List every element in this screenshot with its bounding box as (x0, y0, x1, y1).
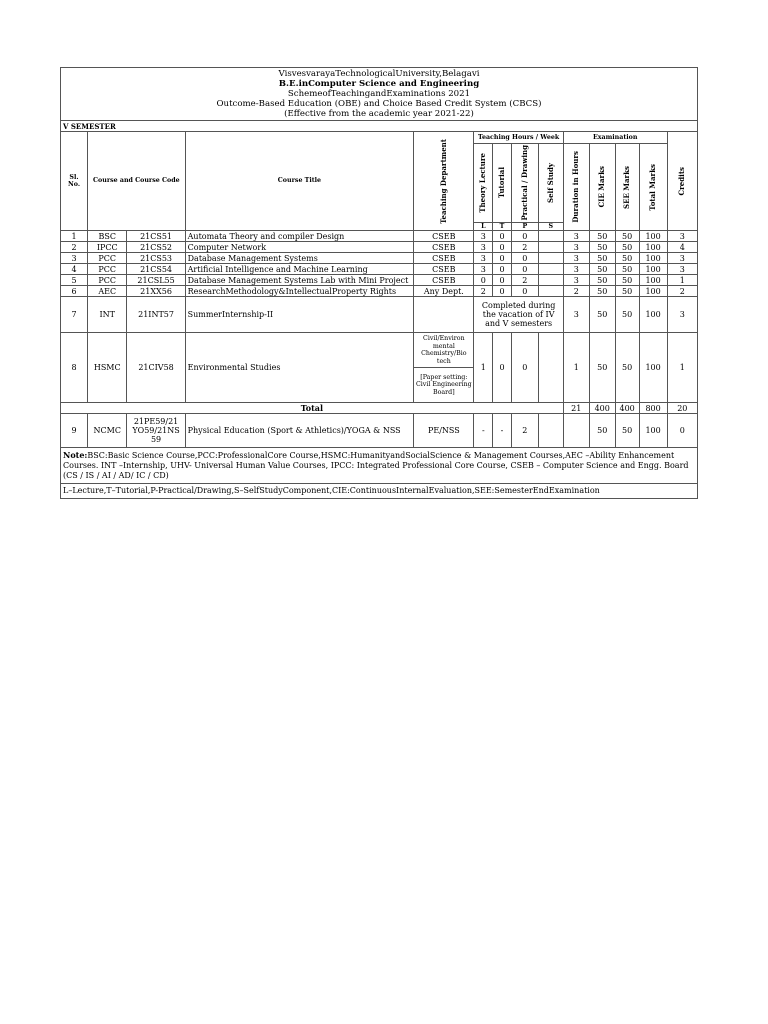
cell-see: 50 (615, 231, 639, 242)
cell-dept: Any Dept. (414, 286, 474, 297)
cell-sl: 7 (61, 297, 88, 333)
cell-type: IPCC (88, 242, 127, 253)
cell-duration: 3 (563, 297, 589, 333)
cell-S (538, 414, 563, 448)
cell-P: 0 (511, 286, 538, 297)
cell-title: Physical Education (Sport & Athletics)/YOGA & NSS (185, 414, 414, 448)
cell-sl: 9 (61, 414, 88, 448)
scheme-table (60, 67, 698, 499)
cell-T: 0 (493, 275, 512, 286)
col-self-study: Self Study (538, 144, 563, 223)
table-row (61, 264, 698, 275)
total-marks: 800 (639, 403, 667, 414)
cell-L: 3 (474, 231, 493, 242)
total-credits: 20 (667, 403, 697, 414)
table-row (61, 253, 698, 264)
cell-code: 21XX56 (127, 286, 185, 297)
col-theory: Theory Lecture (474, 144, 493, 223)
total-see: 400 (615, 403, 639, 414)
cell-dept: CSEB (414, 264, 474, 275)
cell-cie: 50 (589, 242, 615, 253)
cell-sl: 5 (61, 275, 88, 286)
effective-note: (Effective from the academic year 2021-22) (284, 109, 474, 119)
cell-T: 0 (493, 253, 512, 264)
cell-dept: CSEB (414, 275, 474, 286)
total-duration: 21 (563, 403, 589, 414)
cell-cie: 50 (589, 231, 615, 242)
notes (61, 448, 698, 484)
col-P: P (511, 222, 538, 231)
cell-S (538, 333, 563, 403)
col-L: L (474, 222, 493, 231)
cell-total: 100 (639, 253, 667, 264)
cell-L: 3 (474, 242, 493, 253)
col-tutorial: Tutorial (493, 144, 512, 223)
cell-see: 50 (615, 414, 639, 448)
cell-dept: CSEB (414, 231, 474, 242)
col-course-code: Course and Course Code (88, 132, 186, 231)
dept-bottom: [Paper setting: Civil Engineering Board] (415, 373, 472, 396)
cell-T: 0 (493, 286, 512, 297)
cell-credits: 3 (667, 231, 697, 242)
cell-S (538, 264, 563, 275)
table-row (61, 275, 698, 286)
cell-credits: 3 (667, 264, 697, 275)
cell-see: 50 (615, 275, 639, 286)
notes-label: Note: (63, 450, 88, 460)
cell-see: 50 (615, 264, 639, 275)
cell-L: 2 (474, 286, 493, 297)
cell-code: 21CS53 (127, 253, 185, 264)
cell-code: 21PE59/21 YO59/21NS 59 (127, 414, 185, 448)
cell-title: Database Management Systems (185, 253, 414, 264)
cell-type: HSMC (88, 333, 127, 403)
system-name: Outcome-Based Education (OBE) and Choice Based Credit System (CBCS) (216, 99, 542, 109)
cell-duration (563, 414, 589, 448)
col-teaching-dept: Teaching Department (414, 132, 474, 231)
cell-title: Artificial Intelligence and Machine Learning (185, 264, 414, 275)
cell-L: 1 (474, 333, 493, 403)
cell-S (538, 286, 563, 297)
cell-L: 0 (474, 275, 493, 286)
title-block (61, 68, 698, 121)
cell-dept (414, 333, 474, 403)
cell-title: Environmental Studies (185, 333, 414, 403)
cell-cie: 50 (589, 264, 615, 275)
cell-credits: 4 (667, 242, 697, 253)
cell-total: 100 (639, 286, 667, 297)
cell-L: 3 (474, 253, 493, 264)
table-row (61, 286, 698, 297)
cell-sl: 2 (61, 242, 88, 253)
cell-S (538, 242, 563, 253)
course-rows (61, 231, 698, 297)
cell-dept: CSEB (414, 242, 474, 253)
cell-duration: 3 (563, 264, 589, 275)
cell-T: 0 (493, 333, 512, 403)
cell-title: Computer Network (185, 242, 414, 253)
scheme-document (60, 67, 698, 499)
cell-dept: PE/NSS (414, 414, 474, 448)
col-credits: Credits (667, 132, 697, 231)
cell-type: NCMC (88, 414, 127, 448)
cell-total: 100 (639, 414, 667, 448)
cell-P: 2 (511, 242, 538, 253)
cell-cie: 50 (589, 286, 615, 297)
cell-total: 100 (639, 242, 667, 253)
cell-cie: 50 (589, 333, 615, 403)
cell-sl: 8 (61, 333, 88, 403)
cell-P: 0 (511, 333, 538, 403)
col-course-title: Course Title (185, 132, 414, 231)
cell-L: 3 (474, 264, 493, 275)
cell-credits: 0 (667, 414, 697, 448)
cell-code: 21CS54 (127, 264, 185, 275)
cell-title: Database Management Systems Lab with Mini Project (185, 275, 414, 286)
cell-P: 0 (511, 264, 538, 275)
cell-title: Automata Theory and compiler Design (185, 231, 414, 242)
cell-credits: 1 (667, 275, 697, 286)
cell-see: 50 (615, 333, 639, 403)
cell-see: 50 (615, 242, 639, 253)
total-cie: 400 (589, 403, 615, 414)
cell-L: - (474, 414, 493, 448)
col-cie: CIE Marks (589, 144, 615, 231)
cell-S (538, 275, 563, 286)
cell-cie: 50 (589, 253, 615, 264)
university-name: VisvesvarayaTechnologicalUniversity,Belagavi (278, 69, 480, 79)
cell-duration: 3 (563, 231, 589, 242)
cell-dept: CSEB (414, 253, 474, 264)
cell-sl: 3 (61, 253, 88, 264)
semester-label: V SEMESTER (61, 121, 698, 132)
cell-P: 0 (511, 253, 538, 264)
cell-type: PCC (88, 264, 127, 275)
cell-credits: 3 (667, 253, 697, 264)
cell-sl: 4 (61, 264, 88, 275)
cell-T: 0 (493, 242, 512, 253)
total-row (61, 403, 698, 414)
cell-code: 21CS52 (127, 242, 185, 253)
cell-P: 2 (511, 414, 538, 448)
cell-duration: 1 (563, 333, 589, 403)
cell-code: 21CIV58 (127, 333, 185, 403)
col-sl-no: Sl. No. (61, 132, 88, 231)
col-T: T (493, 222, 512, 231)
cell-sl: 6 (61, 286, 88, 297)
cell-cie: 50 (589, 297, 615, 333)
legend: L–Lecture,T–Tutorial,P-Practical/Drawing,S–SelfStudyComponent,CIE:ContinuousInternalEvaluation,SEE:SemesterEndExamination (61, 484, 698, 499)
col-total-marks: Total Marks (639, 144, 667, 231)
cell-see: 50 (615, 253, 639, 264)
cell-type: PCC (88, 275, 127, 286)
cell-duration: 3 (563, 242, 589, 253)
cell-P: 2 (511, 275, 538, 286)
cell-total: 100 (639, 231, 667, 242)
col-duration: Duration in Hours (563, 144, 589, 231)
cell-cie: 50 (589, 414, 615, 448)
cell-title: ResearchMethodology&IntellectualProperty Rights (185, 286, 414, 297)
table-row (61, 333, 698, 403)
cell-title: SummerInternship-II (185, 297, 414, 333)
cell-S (538, 253, 563, 264)
cell-total: 100 (639, 275, 667, 286)
cell-cie: 50 (589, 275, 615, 286)
cell-code: 21CS51 (127, 231, 185, 242)
cell-duration: 3 (563, 253, 589, 264)
cell-S (538, 231, 563, 242)
table-row (61, 231, 698, 242)
table-row (61, 414, 698, 448)
cell-credits: 3 (667, 297, 697, 333)
cell-credits: 1 (667, 333, 697, 403)
cell-sl: 1 (61, 231, 88, 242)
table-row (61, 297, 698, 333)
cell-T: - (493, 414, 512, 448)
total-label: Total (61, 403, 564, 414)
cell-total: 100 (639, 264, 667, 275)
cell-T: 0 (493, 231, 512, 242)
cell-T: 0 (493, 264, 512, 275)
cell-see: 50 (615, 297, 639, 333)
col-see: SEE Marks (615, 144, 639, 231)
col-teaching-hours: Teaching Hours / Week (474, 132, 563, 144)
cell-duration: 2 (563, 286, 589, 297)
scheme-name: SchemeofTeachingandExaminations 2021 (287, 89, 471, 99)
cell-dept (414, 297, 474, 333)
col-examination: Examination (563, 132, 667, 144)
table-row (61, 242, 698, 253)
cell-type: AEC (88, 286, 127, 297)
cell-hours-note: Completed during the vacation of IV and V semesters (474, 297, 563, 333)
cell-code: 21INT57 (127, 297, 185, 333)
cell-code: 21CSL55 (127, 275, 185, 286)
program-name: B.E.inComputer Science and Engineering (278, 79, 480, 89)
cell-total: 100 (639, 333, 667, 403)
cell-duration: 3 (563, 275, 589, 286)
cell-type: PCC (88, 253, 127, 264)
col-S: S (538, 222, 563, 231)
cell-total: 100 (639, 297, 667, 333)
cell-type: BSC (88, 231, 127, 242)
cell-type: INT (88, 297, 127, 333)
notes-text: BSC:Basic Science Course,PCC:ProfessionalCore Course,HSMC:HumanityandSocialScience & Management Courses,AEC –Ability Enhancement Courses. INT –Internship, UHV- Universal Human Value Courses, IPCC: Integrated Professional Core Course, CSEB – Computer Science and Engg. Board (CS / IS / AI / AD/ IC / CD) (63, 451, 689, 480)
cell-credits: 2 (667, 286, 697, 297)
dept-top: Civil/Environ mental Chemistry/Bio tech (414, 333, 473, 368)
cell-P: 0 (511, 231, 538, 242)
cell-see: 50 (615, 286, 639, 297)
column-header-row (61, 132, 698, 144)
col-practical: Practical / Drawing (511, 144, 538, 223)
